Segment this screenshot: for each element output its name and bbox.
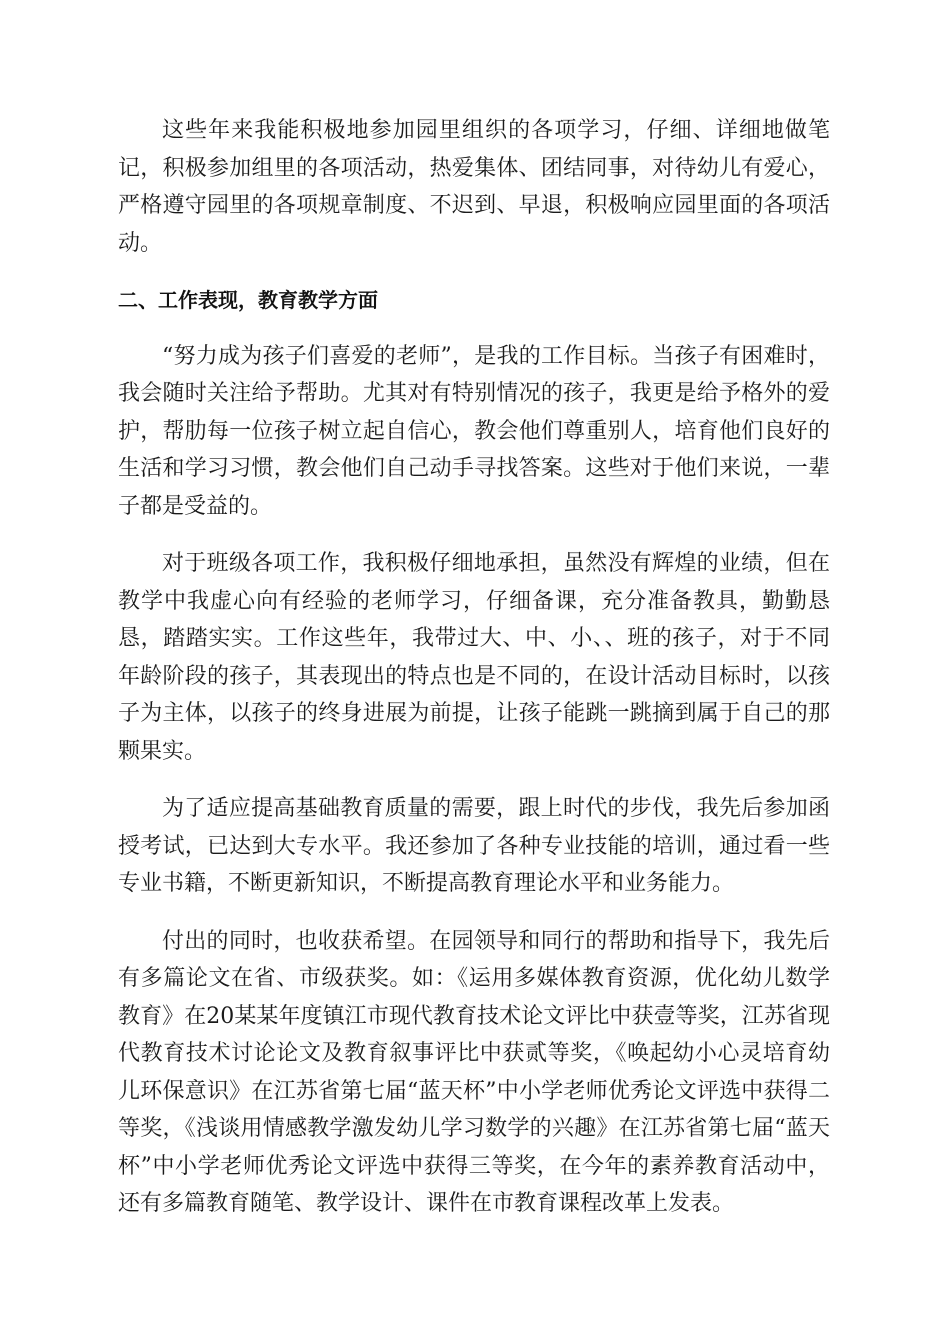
- paragraph-awards: 付出的同时，也收获希望。在园领导和同行的帮助和指导下，我先后有多篇论文在省、市级获奖。如：《运用多媒体教育资源，优化幼儿数学教育》在20某某年度镇江市现代教育技术论文评比中获壹等奖，江苏省现代教育技术讨论论文及教育叙事评比中获贰等奖，《唤起幼小心灵培育幼儿环保意识》在江苏省第七届“蓝天杯”中小学老师优秀论文评选中获得二等奖，《浅谈用情感教学激发幼儿学习数学的兴趣》在江苏省第七届“蓝天杯”中小学老师优秀论文评选中获得三等奖，在今年的素养教育活动中，还有多篇教育随笔、教学设计、课件在市教育课程改革上发表。: [118, 928, 830, 1216]
- paragraph-work-goal: “努力成为孩子们喜爱的老师”，是我的工作目标。当孩子有困难时，我会随时关注给予帮助。尤其对有特别情况的孩子，我更是给予格外的爱护，帮肋每一位孩子树立起自信心，教会他们尊重别人，培育他们良好的生活和学习习惯，教会他们自己动手寻找答案。这些对于他们来说，一辈子都是受益的。: [118, 343, 830, 519]
- paragraph-training: 为了适应提高基础教育质量的需要，跟上时代的步伐，我先后参加函授考试，已达到大专水平。我还参加了各种专业技能的培训，通过看一些专业书籍，不断更新知识，不断提高教育理论水平和业务能力。: [118, 796, 830, 896]
- section-heading: 二、工作表现，教育教学方面: [118, 288, 378, 312]
- document-body: [118, 112, 830, 1243]
- paragraph-study-attitude: 这些年来我能积极地参加园里组织的各项学习，仔细、详细地做笔记，积极参加组里的各项活动，热爱集体、团结同事，对待幼儿有爱心，严格遵守园里的各项规章制度、不迟到、早退，积极响应园里面的各项活动。: [118, 118, 830, 256]
- paragraph-class-work: 对于班级各项工作，我积极仔细地承担，虽然没有辉煌的业绩，但在教学中我虚心向有经验的老师学习，仔细备课，充分准备教具，勤勤恳恳，踏踏实实。工作这些年，我带过大、中、小、、班的孩子，对于不同年龄阶段的孩子，其表现出的特点也是不同的，在设计活动目标时，以孩子为主体，以孩子的终身进展为前提，让孩子能跳一跳摘到属于自己的那颗果实。: [118, 551, 830, 764]
